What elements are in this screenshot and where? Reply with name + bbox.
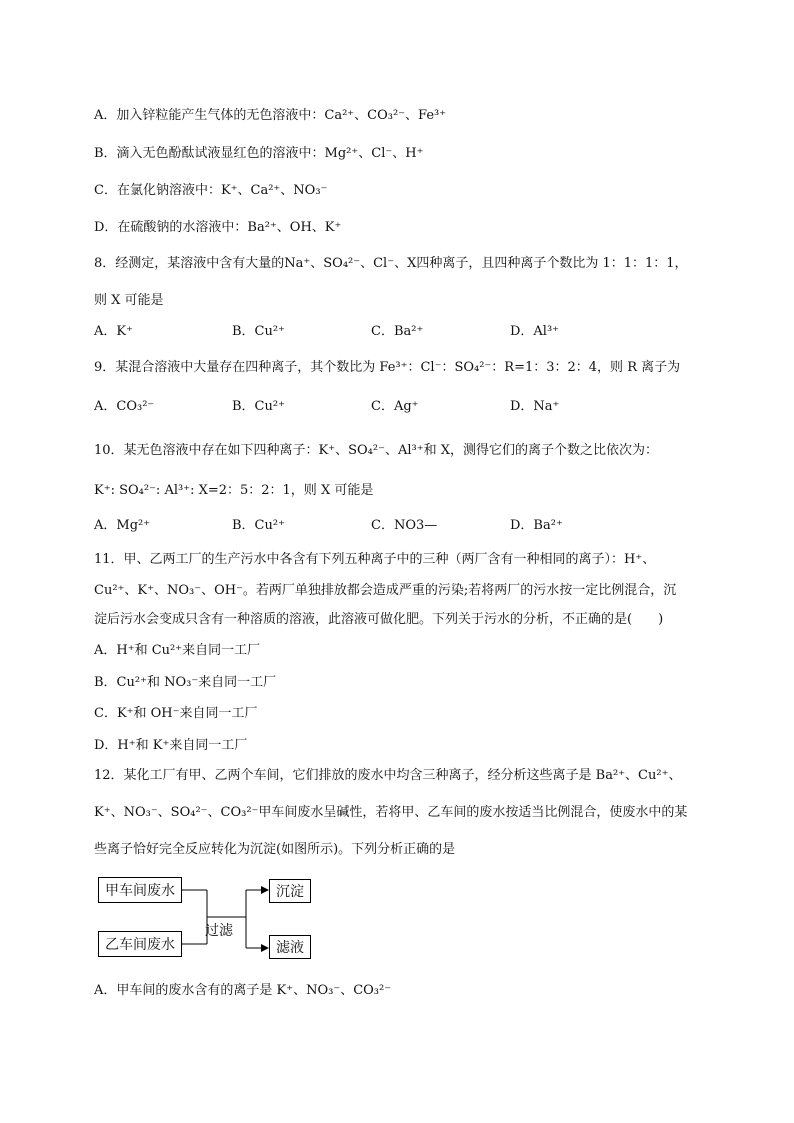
q9-stem: 9．某混合溶液中大量存在四种离子，其个数比为 Fe³⁺：Cl⁻：SO₄²⁻：R=1：3：2：4，则 R 离子为 — [94, 360, 681, 375]
q8-stem-line1: 8．经测定，某溶液中含有大量的Na⁺、SO₄²⁻、Cl⁻、X四种离子，且四种离子个数比为 1：1：1：1， — [94, 256, 688, 271]
q10-options — [94, 518, 694, 534]
q11-option-c[interactable]: C．K⁺和 OH⁻来自同一工厂 — [94, 706, 258, 721]
q8-stem-line2: 则 X 可能是 — [94, 293, 164, 308]
q9-option-d[interactable]: D．Na⁺ — [510, 399, 560, 414]
q12-stem-line1: 12．某化工厂有甲、乙两个车间，它们排放的废水中均含三种离子，经分析这些离子是 Ba²⁺、Cu²⁺、 — [94, 768, 682, 783]
q11-option-d[interactable]: D．H⁺和 K⁺来自同一工厂 — [94, 738, 248, 753]
q11-stem-line2: Cu²⁺、K⁺、NO₃⁻、OH⁻。若两厂单独排放都会造成严重的污染;若将两厂的污水按一定比例混合，沉 — [94, 583, 677, 598]
q9-option-b[interactable]: B．Cu²⁺ — [232, 399, 285, 414]
q9-option-c[interactable]: C．Ag⁺ — [371, 399, 419, 414]
q8-option-a[interactable]: A．K⁺ — [94, 324, 133, 339]
q11-option-a[interactable]: A．H⁺和 Cu²⁺来自同一工厂 — [94, 643, 261, 658]
q12-box-precipitate: 沉淀 — [269, 879, 311, 903]
q10-option-d[interactable]: D．Ba²⁺ — [510, 518, 563, 533]
q9-options — [94, 399, 694, 415]
q7-option-b: B．滴入无色酚酞试液显红色的溶液中：Mg²⁺、Cl⁻、H⁺ — [94, 146, 424, 161]
q10-stem-line1: 10．某无色溶液中存在如下四种离子：K⁺、SO₄²⁻、Al³⁺和 X，测得它们的离子个数之比依次为： — [94, 443, 658, 458]
q7-option-c: C．在氯化钠溶液中：K⁺、Ca²⁺、NO₃⁻ — [94, 183, 328, 198]
q8-option-c[interactable]: C．Ba²⁺ — [371, 324, 424, 339]
q8-options — [94, 324, 694, 340]
q12-option-a[interactable]: A．甲车间的废水含有的离子是 K⁺、NO₃⁻、CO₃²⁻ — [94, 983, 392, 998]
q12-box-filtrate: 滤液 — [269, 935, 311, 959]
q10-option-a[interactable]: A．Mg²⁺ — [94, 518, 151, 533]
q10-option-b[interactable]: B．Cu²⁺ — [232, 518, 285, 533]
q11-stem-line3: 淀后污水会变成只含有一种溶质的溶液，此溶液可做化肥。下列关于污水的分析，不正确的是( ) — [94, 612, 664, 627]
q12-label-filtration: 过滤 — [205, 923, 233, 939]
q12-box-yi-wastewater: 乙车间废水 — [98, 931, 182, 957]
q7-option-a: A．加入锌粒能产生气体的无色溶液中：Ca²⁺、CO₃²⁻、Fe³⁺ — [94, 108, 447, 123]
q11-stem-line1: 11．甲、乙两工厂的生产污水中各含有下列五种离子中的三种（两厂含有一种相同的离子）：H⁺、 — [94, 552, 656, 567]
q10-stem-line2: K⁺: SO₄²⁻: Al³⁺: X=2：5：2：1，则 X 可能是 — [94, 483, 374, 498]
q8-option-d[interactable]: D．Al³⁺ — [510, 324, 560, 339]
q12-stem-line3: 些离子恰好完全反应转化为沉淀(如图所示)。下列分析正确的是 — [94, 842, 456, 857]
q9-option-a[interactable]: A．CO₃²⁻ — [94, 399, 155, 414]
q7-option-d: D．在硫酸钠的水溶液中：Ba²⁺、OH、K⁺ — [94, 220, 342, 235]
q10-option-c[interactable]: C．NO3— — [371, 518, 438, 533]
q12-stem-line2: K⁺、NO₃⁻、SO₄²⁻、CO₃²⁻甲车间废水呈碱性，若将甲、乙车间的废水按适当比例混合，使废水中的某 — [94, 805, 688, 820]
q12-box-jia-wastewater: 甲车间废水 — [98, 877, 182, 903]
q11-option-b[interactable]: B．Cu²⁺和 NO₃⁻来自同一工厂 — [94, 675, 277, 690]
q8-option-b[interactable]: B．Cu²⁺ — [232, 324, 285, 339]
